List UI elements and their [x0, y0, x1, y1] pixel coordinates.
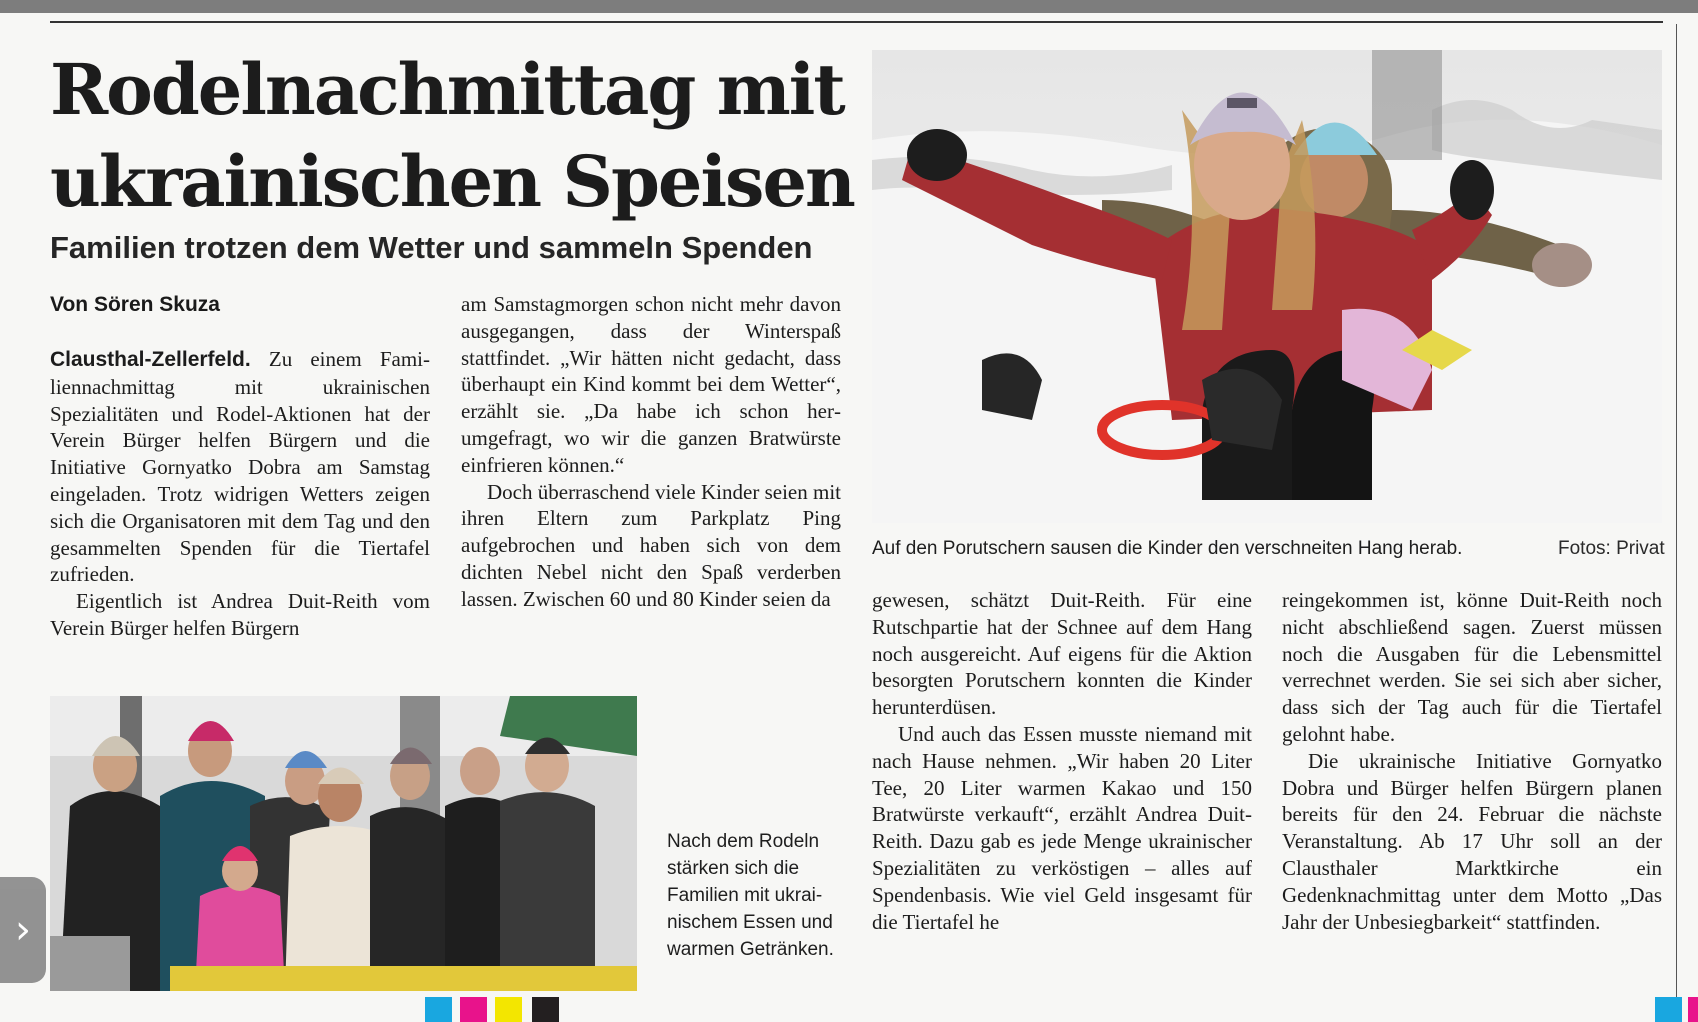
- families-photo: [50, 696, 637, 991]
- print-swatch-cyan: [425, 997, 452, 1022]
- sled-photo: [872, 50, 1662, 523]
- article-headline: Rodelnachmittag mit ukrainischen Speisen: [50, 48, 854, 223]
- top-border: [0, 0, 1698, 13]
- main-photo-caption: Auf den Porutschern sausen die Kinder den verschneiten Hang herab.: [872, 538, 1463, 559]
- column-divider: [1676, 24, 1677, 1019]
- paragraph: [50, 346, 430, 588]
- paragraph: Eigentlich ist Andrea Duit-Reith vom Verein Bürger helfen Bürgern: [50, 589, 430, 640]
- print-swatch-magenta: [460, 997, 487, 1022]
- header-rule: [50, 21, 1663, 23]
- paragraph: gewesen, schätzt Duit-Reith. Für eine Rutschpartie hat der Schnee auf dem Hang noch ausgereicht. Auf eigens für die Aktion besorgten Porutschern konnten die Kinder herunterdüsen.: [872, 588, 1252, 720]
- article-subhead: Familien trotzen dem Wetter und sammeln Spenden: [50, 230, 813, 265]
- small-photo-caption: Nach dem Rodeln stärken sich die Familien mit ukrainischem Essen und warmen Getränken.: [667, 831, 834, 960]
- article-byline: Von Sören Skuza: [50, 293, 220, 316]
- paragraph: Und auch das Essen musste niemand mit nach Hause nehmen. „Wir haben 20 Liter Tee, 20 Liter warmen Kakao und 150 Bratwürste verkauft“, erzählt Andrea Duit-Reith. Dazu gab es jede Menge ukrainischer Spezialitäten zu verköstigen – alles auf Spendenbasis. Wie viel Geld insgesamt für die Tiertafel he: [872, 721, 1252, 934]
- text-column-3: [872, 587, 1252, 935]
- text-column-4: [1282, 587, 1662, 935]
- paragraph: reingekommen ist, könne Duit-Reith noch nicht abschließend sagen. Zuerst müssen noch die Ausgaben für die Lebensmittel verrechnet werden. Sie sei sich aber sicher, dass sich der Tag auch für die Tiertafel gelohnt habe.: [1282, 588, 1662, 746]
- paragraph-text: Zu einem Familiennachmittag mit ukrainischen Spezialitäten und Rodel-Aktionen hat der Verein Bürger helfen Bürgern und die Initiative Gornyatko Dobra am Samstag eingeladen. Trotz widrigen Wetters zeigen sich die Organisatoren mit dem Tag und den gesammelten Spenden für die Tiertafel zufrieden.: [50, 347, 430, 587]
- paragraph: am Samstagmorgen schon nicht mehr davon ausgegangen, dass der Winterspaß stattfindet. „Wir hätten nicht gedacht, dass überhaupt ein Kind kommt bei dem Wetter“, erzählt sie. „Da habe ich schon herumgefragt, wo wir die ganzen Bratwürste einfrieren können.“: [461, 292, 841, 477]
- dateline: Clausthal-Zellerfeld.: [50, 348, 251, 371]
- chevron-right-icon: ›: [15, 907, 31, 953]
- text-column-2: [461, 291, 841, 613]
- paragraph: Doch überraschend viele Kinder seien mit ihren Eltern zum Parkplatz Ping aufgebrochen und haben sich von dem dichten Nebel nicht den Spaß verderben lassen. Zwischen 60 und 80 Kinder seien da: [461, 479, 841, 611]
- photo-credit: Fotos: Privat: [1558, 538, 1665, 559]
- print-swatch-yellow: [495, 997, 522, 1022]
- paragraph: Die ukrainische Initiative Gornyatko Dobra und Bürger helfen Bürgern planen bereits für den 24. Februar die nächste Veranstaltung. Ab 17 Uhr soll an der Clausthaler Marktkirche ein Gedenknachmittag unter dem Motto „Das Jahr der Unbesiegbarkeit“ stattfinden.: [1282, 748, 1662, 934]
- print-swatch-black: [532, 997, 559, 1022]
- print-swatch-magenta: [1688, 997, 1698, 1022]
- print-swatch-cyan: [1655, 997, 1682, 1022]
- next-page-tab[interactable]: [0, 877, 46, 983]
- text-column-1: [50, 346, 430, 642]
